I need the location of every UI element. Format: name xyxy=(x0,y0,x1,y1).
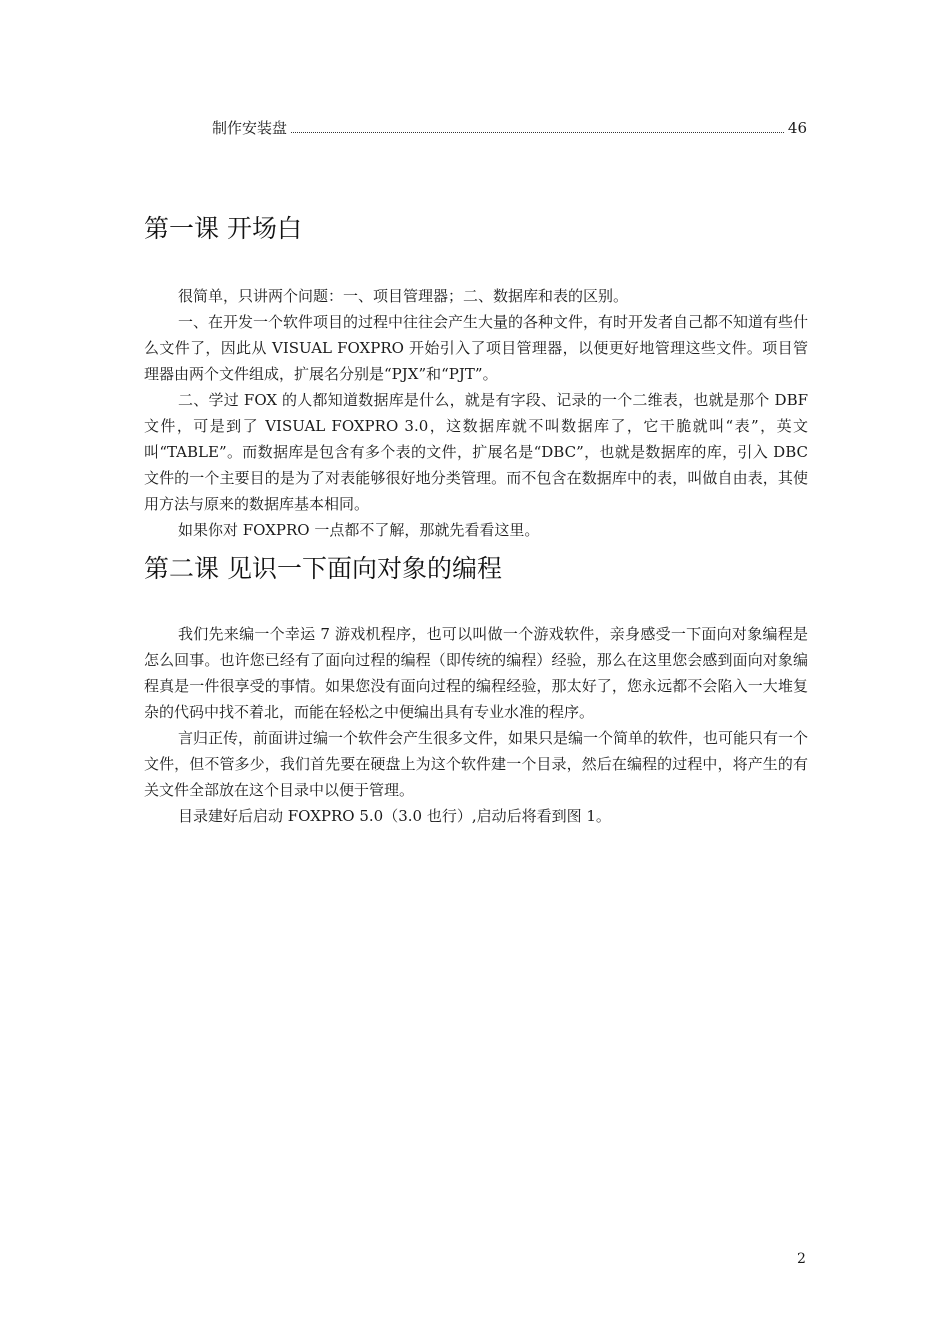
toc-entry[interactable] xyxy=(212,118,807,138)
lesson2-paragraph: 我们先来编一个幸运 7 游戏机程序，也可以叫做一个游戏软件，亲身感受一下面向对象编程是怎么回事。也许您已经有了面向过程的编程（即传统的编程）经验，那么在这里您会感到面向对象编程真是一件很享受的事情。如果您没有面向过程的编程经验，那太好了，您永远都不会陷入一大堆复杂的代码中找不着北，而能在轻松之中便编出具有专业水准的程序。 xyxy=(144,625,808,721)
lesson2-paragraph: 目录建好后启动 FOXPRO 5.0（3.0 也行）,启动后将看到图 1。 xyxy=(178,807,611,825)
lesson1-paragraph: 一、在开发一个软件项目的过程中往往会产生大量的各种文件，有时开发者自己都不知道有些什么文件了，因此从 VISUAL FOXPRO 开始引入了项目管理器，以便更好地管理这些文件。项目管理器由两个文件组成，扩展名分别是“PJX”和“PJT”。 xyxy=(144,313,809,383)
lesson2-paragraph: 言归正传，前面讲过编一个软件会产生很多文件，如果只是编一个简单的软件，也可能只有一个文件，但不管多少，我们首先要在硬盘上为这个软件建一个目录，然后在编程的过程中，将产生的有关文件全部放在这个目录中以便于管理。 xyxy=(144,729,809,799)
lesson1-paragraph: 二、学过 FOX 的人都知道数据库是什么，就是有字段、记录的一个二维表，也就是那个 DBF 文件，可是到了 VISUAL FOXPRO 3.0，这数据库就不叫数据库了，它干脆就叫“表”，英文叫“TABLE”。而数据库是包含有多个表的文件，扩展名是“DBC”，也就是数据库的库，引入 DBC 文件的一个主要目的是为了对表能够很好地分类管理。而不包含在数据库中的表，叫做自由表，其使用方法与原来的数据库基本相同。 xyxy=(144,391,808,513)
lesson2-heading: 第二课 见识一下面向对象的编程 xyxy=(144,554,502,583)
toc-entry-page-number: 46 xyxy=(787,119,807,137)
lesson1-heading: 第一课 开场白 xyxy=(144,214,302,243)
page-number: 2 xyxy=(797,1251,806,1267)
lesson1-paragraph: 很简单，只讲两个问题：一、项目管理器；二、数据库和表的区别。 xyxy=(178,287,629,305)
toc-entry-label: 制作安装盘 xyxy=(212,119,288,137)
lesson1-body xyxy=(144,283,808,543)
lesson1-paragraph: 如果你对 FOXPRO 一点都不了解，那就先看看这里。 xyxy=(178,521,540,539)
lesson2-body xyxy=(144,621,808,829)
toc-dot-leader xyxy=(291,131,784,133)
